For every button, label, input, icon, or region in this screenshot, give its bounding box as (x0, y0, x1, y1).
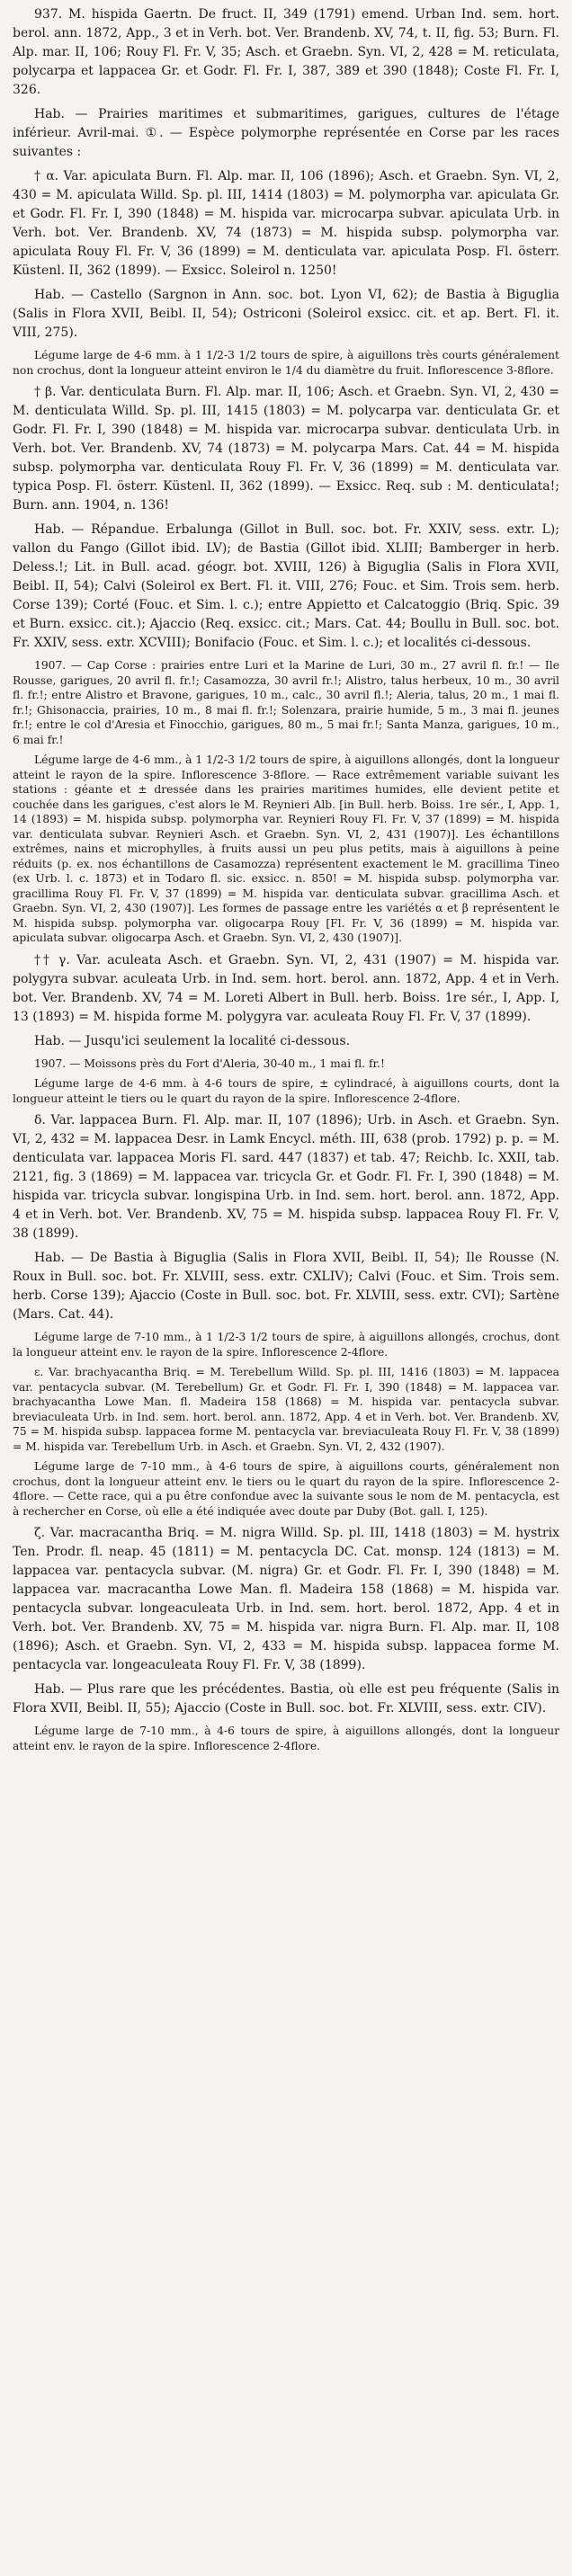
variety-habitat: Hab. — De Bastia à Biguglia (Salis in Flora XVII, Beibl. II, 54); Ile Rousse (N. Roux in Bull. soc. bot. Fr. XLVIII, sess. extr. CXLIV); Calvi (Fouc. et Sim. Trois sem. herb. Corse 139); Ajaccio (Coste in Bull. soc. bot. Fr. XLVIII, sess. extr. CVI); Sartène (Mars. Cat. 44). (13, 1251, 559, 1322)
variety-macracantha (13, 1524, 559, 1753)
species-937 (13, 5, 559, 162)
variety-habitat: Hab. — Plus rare que les précédentes. Bastia, où elle est peu fréquente (Salis in Flora XVII, Beibl. II, 55); Ajaccio (Coste in Bull. soc. bot. Fr. XLVIII, sess. extr. CIV). (13, 1682, 559, 1716)
variety-habitat: Hab. — Répandue. Erbalunga (Gillot in Bull. soc. bot. Fr. XXIV, sess. extr. L); vallon du Fango (Gillot ibid. LV); de Bastia (Gillot ibid. XLIII; Bamberger in herb. Deless.!; Lit. in Bull. acad. géogr. bot. XVIII, 126) à Biguglia (Salis in Flora XVII, Beibl. II, 54); Calvi (Soleirol ex Bert. Fl. it. VIII, 276; Fouc. et Sim. Trois sem. herb. Corse 139); Corté (Fouc. et Sim. l. c.); entre Appietto et Calcatoggio (Briq. Spic. 39 et Burn. exsicc. cit.); Ajaccio (Req. exsicc. cit.; Mars. Cat. 44; Boullu in Bull. soc. bot. Fr. XXIV, sess. extr. XCVIII); Bonifacio (Fouc. et Sim. l. c.); et localités ci-dessous. (13, 522, 559, 650)
variety-aculeata (13, 951, 559, 1107)
variety-description: Légume large de 7-10 mm., à 4-6 tours de spire, à aiguillons courts, généralement non crochus, dont la longueur atteint env. le tiers ou le quart du rayon de la spire. Inflorescence 2-4flore. — Cette race, qui a pu être confondue avec la suivante sous le nom de M. pentacycla, est à rechercher en Corse, où elle a été indiquée avec doute par Duby (Bot. gall. I, 125). (13, 1460, 559, 1518)
variety-localities: 1907. — Moissons près du Fort d'Aleria, 30-40 m., 1 mai fl. fr.! (34, 1056, 385, 1070)
variety-description: Légume large de 4-6 mm. à 1 1/2-3 1/2 tours de spire, à aiguillons très courts généralement non crochus, dont la longueur atteint environ le 1/4 du diamètre du fruit. Inflorescence 3-8flore. (13, 349, 559, 377)
variety-apiculata (13, 167, 559, 378)
variety-description: Légume large de 7-10 mm., à 1 1/2-3 1/2 tours de spire, à aiguillons allongés, crochus, dont la longueur atteint env. le rayon de la spire. Inflorescence 2-4flore. (13, 1331, 559, 1359)
variety-description: Légume large de 4-6 mm. à 4-6 tours de spire, ± cylindracé, à aiguillons courts, dont la longueur atteint le tiers ou le quart du rayon de la spire. Inflorescence 2-4flore. (13, 1077, 559, 1105)
variety-localities: 1907. — Cap Corse : prairies entre Luri et la Marine de Luri, 30 m., 27 avril fl. fr.! — Ile Rousse, garigues, 20 avril fl. fr.!; Casamozza, 30 avril fr.!; Alistro, talus herbeux, 10 m., 30 avril fl. fr.!; entre Alistro et Bravone, garigues, 10 m., calc., 30 avril fl.!; Aleria, talus, 20 m., 1 mai fl. fr.!; Ghisonaccia, prairies, 10 m., 8 mai fl. fr.!; Solenzara, prairie humide, 5 m., 3 mai fl. jeunes fr.!; entre le col d'Aresia et Finocchio, garigues, 80 m., 5 mai fr.!; Santa Manza, garigues, 10 m., 6 mai fr.! (13, 659, 559, 746)
variety-heading: δ. Var. lappacea Burn. Fl. Alp. mar. II, 107 (1896); Urb. in Asch. et Graebn. Syn. VI, 2, 432 = M. lappacea Desr. in Lamk Encycl. méth. III, 638 (prob. 1792) p. p. = M. denticulata var. lappacea Moris Fl. sard. 447 (1837) et tab. 47; Reichb. Ic. XXII, tab. 2121, fig. 3 (1869) = M. lappacea var. tricycla Gr. et Godr. Fl. Fr. I, 390 (1848) = M. hispida var. tricycla subvar. longispina Urb. in Ind. sem. hort. berol. ann. 1872, App. 4 et in Verh. bot. Ver. Brandenb. XV, 75 = M. hispida subsp. lappacea Rouy Fl. Fr. V, 38 (1899). (13, 1113, 559, 1241)
variety-heading: ε. Var. brachyacantha Briq. = M. Terebellum Willd. Sp. pl. III, 1416 (1803) = M. lappacea var. pentacycla subvar. (M. Terebellum) Gr. et Godr. Fl. Fr. I, 390 (1848) = M. lappacea var. brachyacantha Lowe Man. fl. Madeira 158 (1868) = M. hispida var. pentacycla subvar. breviaculeata Urb. in Ind. sem. hort. berol. ann. 1872, App. 4 et in Verh. bot. Ver. Brandenb. XV, 75 = M. hispida subsp. lappacea forme M. pentacycla var. breviaculeata Rouy Fl. Fr. V, 38 (1899) = M. hispida var. Terebellum Urb. in Asch. et Graebn. Syn. VI, 2, 432 (1907). (13, 1366, 559, 1453)
variety-description: Légume large de 4-6 mm., à 1 1/2-3 1/2 tours de spire, à aiguillons allongés, dont la longueur atteint le rayon de la spire. Inflorescence 3-8flore. — Race extrêmement variable suivant les stations : géante et ± dressée dans les prairies maritimes humides, elle devient petite et couchée dans les garigues, c'est alors le M. Reynieri Alb. [in Bull. herb. Boiss. 1re sér., I, App. 1, 14 (1893) = M. hispida subsp. polymorpha var. Reynieri Rouy Fl. Fr. V, 37 (1899) = M. hispida var. denticulata subvar. Reynieri Asch. et Graebn. Syn. VI, 2, 431 (1907)]. Les échantillons extrêmes, nains et microphylles, à fruits aussi un peu plus petits, mais à aiguillons à peine réduits (p. ex. nos échantillons de Casamozza) représentent exactement le M. gracillima Tineo (ex Urb. l. c. 1873) et in Todaro fl. sic. exsicc. n. 850! = M. hispida subsp. polymorpha var. gracillima Rouy Fl. Fr. V, 37 (1899) = M. hispida var. denticulata subvar. gracillima Asch. et Graebn. Syn. VI, 2, 430 (1907)]. Les formes de passage entre les variétés α et β représentent le M. hispida subsp. polymorpha var. oligocarpa Rouy [Fl. Fr. V, 36 (1899) = M. hispida var. apiculata subvar. oligocarpa Asch. et Graebn. Syn. VI, 2, 430 (1907)]. (13, 753, 559, 944)
variety-habitat: Hab. — Jusqu'ici seulement la localité ci-dessous. (34, 1033, 351, 1048)
species-habitat: Hab. — Prairies maritimes et submaritimes, garigues, cultures de l'étage inférieur. Avril-mai. ①. — Espèce polymorphe représentée en Corse par les races suivantes : (13, 107, 559, 159)
variety-brachyacantha (13, 1365, 559, 1519)
species-heading: 937. M. hispida Gaertn. De fruct. II, 349 (1791) emend. Urban Ind. sem. hort. berol. ann. 1872, App., 3 et in Verh. bot. Ver. Brandenb. XV, 74, t. II, fig. 53; Burn. Fl. Alp. mar. II, 106; Rouy Fl. Fr. V, 35; Asch. et Graebn. Syn. VI, 2, 428 = M. reticulata, polycarpa et lappacea Gr. et Godr. Fl. Fr. I, 387, 389 et 390 (1848); Coste Fl. Fr. I, 326. (13, 7, 559, 97)
variety-heading: † α. Var. apiculata Burn. Fl. Alp. mar. II, 106 (1896); Asch. et Graebn. Syn. VI, 2, 430 = M. apiculata Willd. Sp. pl. III, 1414 (1803) = M. polymorpha var. apiculata Gr. et Godr. Fl. Fr. I, 390 (1848) = M. hispida var. microcarpa subvar. apiculata Urb. in Verh. bot. Ver. Brandenb. XV, 74 (1873) = M. hispida subsp. polymorpha var. apiculata Rouy Fl. Fr. V, 36 (1899) = M. denticulata var. apiculata Posp. Fl. österr. Küstenl. II, 362 (1899). — Exsicc. Soleirol n. 1250! (13, 169, 559, 278)
variety-lappacea (13, 1111, 559, 1359)
variety-denticulata (13, 383, 559, 946)
variety-heading: ζ. Var. macracantha Briq. = M. nigra Willd. Sp. pl. III, 1418 (1803) = M. hystrix Ten. Prodr. fl. neap. 45 (1811) = M. pentacycla DC. Cat. monsp. 124 (1813) = M. lappacea var. pentacycla subvar. (M. nigra) Gr. et Godr. Fl. Fr. I, 390 (1848) = M. lappacea var. macracantha Lowe Man. fl. Madeira 158 (1868) = M. hispida var. pentacycla subvar. longeaculeata Urb. in Ind. sem. hort. berol. 1872, App. 4 et in Verh. bot. Ver. Brandenb. XV, 75 = M. hispida var. nigra Burn. Fl. Alp. mar. II, 108 (1896); Asch. et Graebn. Syn. VI, 2, 433 = M. hispida subsp. lappacea forme M. pentacycla var. longeaculeata Rouy Fl. Fr. V, 38 (1899). (13, 1526, 559, 1672)
variety-habitat: Hab. — Castello (Sargnon in Ann. soc. bot. Lyon VI, 62); de Bastia à Biguglia (Salis in Flora XVII, Beibl. II, 54); Ostriconi (Soleirol exsicc. cit. et ap. Bert. Fl. it. VIII, 275). (13, 288, 559, 340)
variety-heading: † β. Var. denticulata Burn. Fl. Alp. mar. II, 106; Asch. et Graebn. Syn. VI, 2, 430 = M. denticulata Willd. Sp. pl. III, 1415 (1803) = M. polycarpa var. denticulata Gr. et Godr. Fl. Fr. I, 390 (1848) = M. hispida var. microcarpa subvar. denticulata Urb. in Verh. bot. Ver. Brandenb. XV, 74 (1873) = M. polycarpa Mars. Cat. 44 = M. hispida subsp. polymorpha var. denticulata Rouy Fl. Fr. V, 36 (1899) = M. denticulata var. typica Posp. Fl. österr. Küstenl. II, 362 (1899). — Exsicc. Req. sub : M. denticulata!; Burn. ann. 1904, n. 136! (13, 385, 559, 513)
variety-heading: †† γ. Var. aculeata Asch. et Graebn. Syn. VI, 2, 431 (1907) = M. hispida var. polygyra subvar. aculeata Urb. in Ind. sem. hort. berol. ann. 1872, App. 4 et in Verh. bot. Ver. Brandenb. XV, 74 = M. Loreti Albert in Bull. herb. Boiss. 1re sér., I, App. I, 13 (1893) = M. hispida forme M. polygyra var. aculeata Rouy Fl. Fr. V, 37 (1899). (13, 952, 559, 1024)
variety-description: Légume large de 7-10 mm., à 4-6 tours de spire, à aiguillons allongés, dont la longueur atteint env. le rayon de la spire. Inflorescence 2-4flore. (13, 1725, 559, 1752)
